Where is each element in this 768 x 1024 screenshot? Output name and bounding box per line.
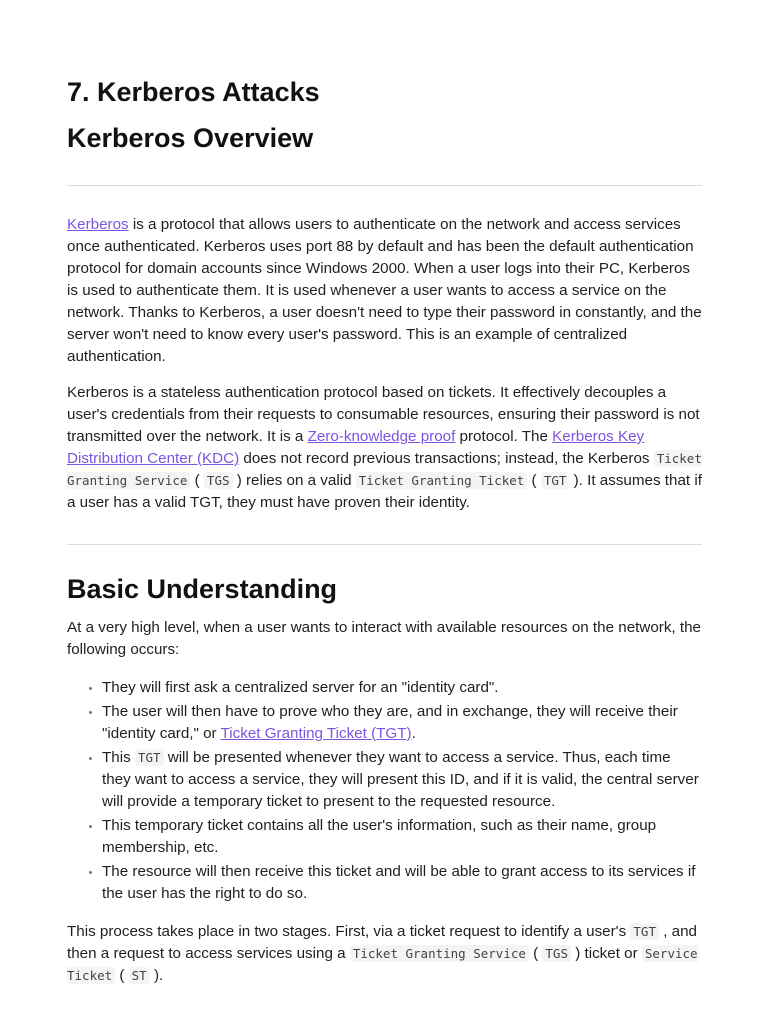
list-item-text: . <box>411 725 416 742</box>
paragraph-high-level: At a very high level, when a user wants to interact with available resources on the network, the following occurs: <box>67 619 701 658</box>
kerberos-link[interactable]: Kerberos <box>67 216 129 233</box>
paragraph-text: ). It assumes that if a user has a valid TGT, they must have proven their identity. <box>67 472 702 511</box>
page-title: 7. Kerberos Attacks <box>67 77 320 107</box>
list-item <box>102 861 702 905</box>
list-item-text: The resource will then receive this ticket and will be able to grant access to its services if the user has the right to do so. <box>102 863 696 902</box>
paragraph-text: is a protocol that allows users to authenticate on the network and access services once authenticated. Kerberos uses port 88 by default and has been the default authentication protocol for domain accounts since Windows 2000. When a user logs into their PC, Kerberos is used to authenticate them. It is used whenever a user wants to access a service on the network. Thanks to Kerberos, a user doesn't need to type their password in constantly, and the server won't need to know every user's password. This is an example of centralized authentication. <box>67 216 702 365</box>
inline-code: TGT <box>630 923 659 940</box>
paragraph-text: does not record previous transactions; instead, the Kerberos <box>239 450 654 467</box>
paragraph-text: Kerberos is a stateless authentication protocol based on tickets. It effectively decouples a user's credentials from their requests to consumable resources, ensuring their password is not transmitted over the network. It is a <box>67 384 700 445</box>
list-item-text: will be presented whenever they want to access a service. Thus, each time they want to access a service, they will present this ID, and if it is valid, the central server will provide a temporary ticket to present to the requested resource. <box>102 749 699 810</box>
list-item <box>102 747 702 813</box>
paragraph-text: This process takes place in two stages. First, via a ticket request to identify a user's <box>67 923 631 940</box>
list-item-text: The user will then have to prove who they are, and in exchange, they will receive their "identity card," or <box>102 703 678 742</box>
list-item <box>102 815 702 859</box>
paragraph-text: ). <box>149 967 164 984</box>
paragraph-two-stages <box>67 921 702 987</box>
inline-code: TGT <box>541 472 570 489</box>
list-item <box>102 677 702 699</box>
list-item-text: This <box>102 749 135 766</box>
paragraph-intro <box>67 214 702 368</box>
paragraph-text: ( <box>527 472 541 489</box>
paragraph-text: ) ticket or <box>570 945 642 962</box>
inline-code: TGS <box>204 472 233 489</box>
steps-list <box>67 677 702 905</box>
inline-code: TGS <box>542 945 571 962</box>
paragraph-text: ( <box>190 472 204 489</box>
inline-code: Ticket Granting Ticket <box>356 472 528 489</box>
inline-code: Ticket Granting Service <box>350 945 529 962</box>
list-item-text: They will first ask a centralized server for an "identity card". <box>102 679 499 696</box>
paragraph-text: protocol. The <box>455 428 553 445</box>
divider <box>67 185 702 186</box>
paragraph-text: , and then a request to access services using a <box>67 923 697 962</box>
inline-code: ST <box>129 967 150 984</box>
paragraph-text: ( <box>115 967 129 984</box>
section-title-overview: Kerberos Overview <box>67 123 314 153</box>
inline-code: TGT <box>135 749 164 766</box>
paragraph-text: ) relies on a valid <box>232 472 356 489</box>
inline-code: Ticket Granting Service <box>67 451 702 488</box>
list-item-text: This temporary ticket contains all the user's information, such as their name, group membership, etc. <box>102 817 657 856</box>
section-title-basic-understanding: Basic Understanding <box>67 574 338 604</box>
list-item <box>102 701 702 745</box>
paragraph-text: ( <box>528 945 543 962</box>
kdc-link[interactable]: Kerberos Key Distribution Center (KDC) <box>67 428 645 467</box>
tgt-link[interactable]: Ticket Granting Ticket (TGT) <box>220 725 412 742</box>
paragraph-stateless <box>67 382 702 514</box>
inline-code: Service Ticket <box>67 946 698 983</box>
zero-knowledge-proof-link[interactable]: Zero-knowledge proof <box>307 428 456 445</box>
